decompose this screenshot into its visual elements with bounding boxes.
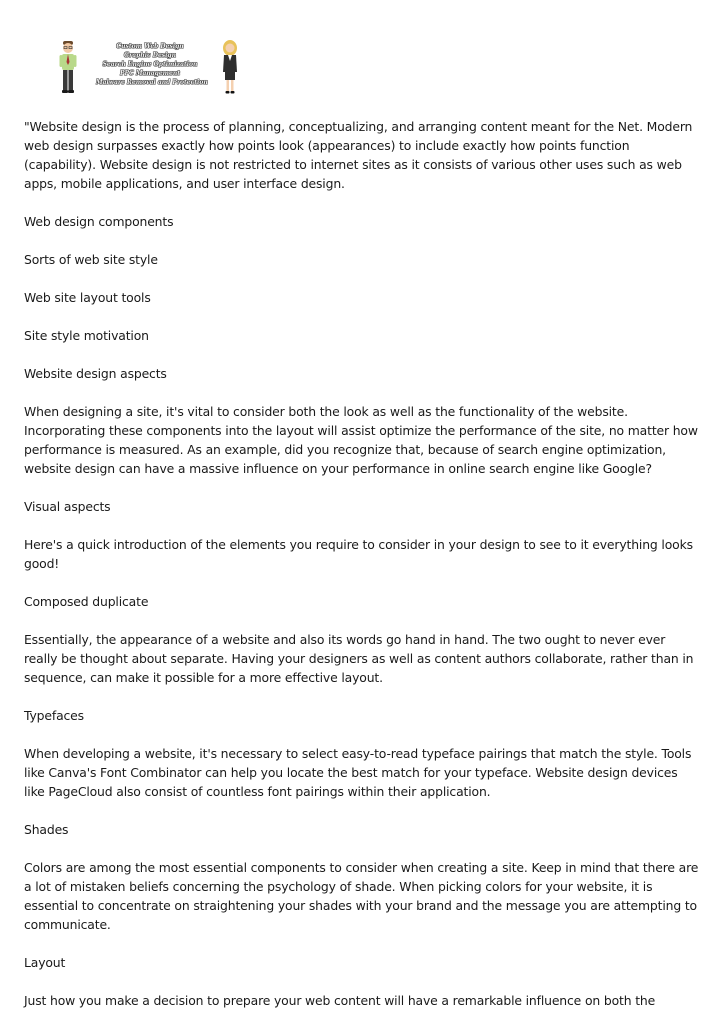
banner-line: PPC Management — [120, 70, 180, 77]
header-banner — [50, 40, 250, 100]
man-figure-icon — [56, 40, 80, 96]
banner-line: Graphic Design — [124, 52, 176, 59]
paragraph: When developing a website, it's necessary to select easy-to-read typeface pairings that match the style. Tools like Canva's Font Combinator can help you locate the best match for your typeface. Website design devices like PageCloud also consist of countless font pairings within their application. — [24, 746, 692, 799]
paragraph: Layout — [24, 955, 66, 970]
woman-figure-icon — [218, 40, 242, 96]
paragraph: Visual aspects — [24, 499, 111, 514]
paragraph: When designing a site, it's vital to consider both the look as well as the functionality of the website. Incorporating these components into the layout will assist optimize the performance of the site, no matter how performance is measured. As an example, did you recognize that, because of search engine optimization, website design can have a massive influence on your performance in online search engine like Google? — [24, 404, 698, 476]
paragraph: Colors are among the most essential components to consider when creating a site. Keep in mind that there are a lot of mistaken beliefs concerning the psychology of shade. When picking colors for your website, it is essential to concentrate on straightening your shades with your brand and the message you are attempting to communicate. — [24, 860, 699, 932]
paragraph: Web design components — [24, 214, 174, 229]
paragraph: Typefaces — [24, 708, 84, 723]
paragraph: Website design aspects — [24, 366, 167, 381]
paragraph: Just how you make a decision to prepare your web content will have a remarkable influence on both the — [24, 993, 656, 1008]
paragraph: Web site layout tools — [24, 290, 151, 305]
paragraph: "Website design is the process of planning, conceptualizing, and arranging content meant for the Net. Modern web design surpasses exactly how points look (appearances) to include exactly how points function (capability). Website design is not restricted to internet sites as it consists of various other uses such as web apps, mobile applications, and user interface design. — [24, 119, 693, 191]
banner-line: Custom Web Design — [116, 43, 184, 50]
paragraph: Here's a quick introduction of the elements you require to consider in your design to see to it everything looks good! — [24, 537, 693, 571]
banner-line: Malware Removal and Protection — [96, 79, 208, 86]
paragraph: Site style motivation — [24, 328, 149, 343]
article-body — [24, 117, 700, 1029]
banner-line: Search Engine Optimization — [102, 61, 198, 68]
banner-services-text — [96, 42, 208, 87]
paragraph: Shades — [24, 822, 69, 837]
paragraph: Composed duplicate — [24, 594, 149, 609]
paragraph: Essentially, the appearance of a website and also its words go hand in hand. The two ought to never ever really be thought about separate. Having your designers as well as content authors collaborate, rather than in sequence, can make it possible for a more effective layout. — [24, 632, 694, 685]
paragraph: Sorts of web site style — [24, 252, 158, 267]
